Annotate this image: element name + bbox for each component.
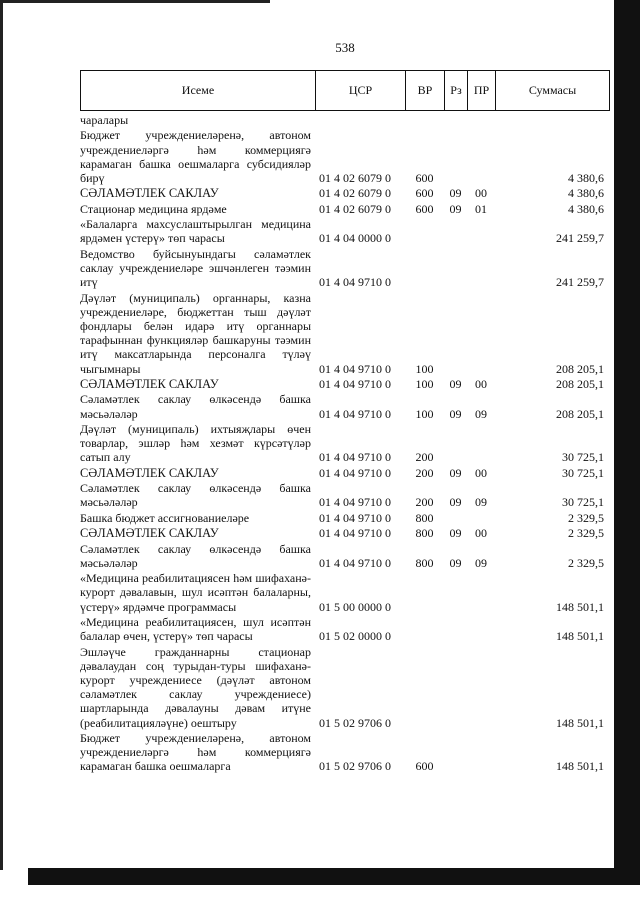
cell-vr: 200 (415, 450, 434, 465)
table-row (80, 466, 610, 480)
table-row (80, 247, 610, 290)
table-row (80, 422, 610, 465)
cell-sum: 148 501,1 (556, 715, 604, 730)
cell-csr: 01 4 04 9710 0 (319, 406, 391, 421)
scan-border-bottom (28, 868, 640, 885)
cell-csr: 01 4 04 0000 0 (319, 231, 391, 246)
header-pr: ПР (468, 71, 496, 110)
header-sum: Суммасы (528, 83, 577, 97)
cell-name: Стационар медицина ярдәме (80, 201, 227, 216)
cell-pr: 09 (475, 555, 487, 570)
cell-csr: 01 4 04 9710 0 (319, 495, 391, 510)
table-row (80, 113, 610, 127)
cell-rz: 09 (449, 526, 462, 541)
cell-csr: 01 4 04 9710 0 (319, 526, 391, 541)
header-rz: Рз (445, 71, 468, 110)
cell-csr: 01 4 04 9710 0 (319, 465, 391, 480)
cell-pr: 00 (475, 465, 487, 480)
cell-name: Ведомство буйсынуындагы сәламәтлек саклау учреждениеләре эшчәнлеген тәэмин итү (80, 246, 311, 290)
table-row (80, 481, 610, 509)
cell-name: СӘЛАМӘТЛЕК САКЛАУ (80, 465, 219, 480)
table-row (80, 217, 610, 245)
cell-name: СӘЛАМӘТЛЕК САКЛАУ (80, 186, 219, 201)
cell-vr: 600 (415, 759, 434, 774)
cell-name: Сәламәтлек саклау өлкәсендә башка мәсьәләләр (80, 481, 311, 510)
cell-vr: 100 (415, 361, 434, 376)
cell-name: Дәүләт (муниципаль) ихтыяҗлары өчен товарлар, эшләр һәм хезмәт күрсәтүләр сатып алу (80, 421, 311, 465)
cell-name: СӘЛАМӘТЛЕК САКЛАУ (80, 526, 219, 541)
cell-csr: 01 4 04 9710 0 (319, 555, 391, 570)
cell-sum: 241 259,7 (556, 231, 604, 246)
cell-vr: 800 (415, 510, 434, 525)
table-row (80, 615, 610, 643)
cell-sum: 2 329,5 (568, 526, 604, 541)
header-vr: ВР (406, 71, 445, 110)
cell-name: Бюджет учреждениеләренә, автоном учреждениеләргә һәм коммерциягә карамаган башка оешмаларга (80, 730, 311, 774)
cell-sum: 208 205,1 (556, 361, 604, 376)
cell-sum: 208 205,1 (556, 376, 604, 391)
cell-sum: 4 380,6 (568, 171, 604, 185)
cell-sum: 4 380,6 (568, 186, 604, 201)
table-row (80, 731, 610, 774)
cell-pr: 00 (475, 526, 487, 541)
cell-vr: 600 (415, 186, 434, 201)
cell-pr: 09 (475, 406, 487, 421)
table-row (80, 645, 610, 730)
cell-pr: 00 (475, 186, 487, 201)
cell-sum: 241 259,7 (556, 275, 604, 290)
cell-csr: 01 5 02 9706 0 (319, 759, 391, 774)
cell-name: Башка бюджет ассигнованиеләре (80, 510, 250, 525)
cell-name: Дәүләт (муниципаль) органнары, казна учреждениеләре, бюджеттан тыш дәүләт фондлары белән идарә итү органнары тарафыннан функцияләр башкаруны тәэмин итү максатларында персоналга түләү чыгымнары (80, 290, 311, 376)
table-row (80, 202, 610, 216)
table-row (80, 511, 610, 525)
cell-rz: 09 (449, 186, 462, 201)
cell-vr: 100 (415, 406, 434, 421)
cell-sum: 148 501,1 (556, 629, 604, 644)
header-name: Исеме (81, 71, 316, 110)
cell-csr: 01 4 02 6079 0 (319, 186, 391, 201)
cell-csr: 01 4 04 9710 0 (319, 510, 391, 525)
table-row (80, 526, 610, 540)
cell-sum: 148 501,1 (556, 759, 604, 774)
cell-rz: 09 (449, 406, 462, 421)
budget-table (80, 70, 610, 775)
cell-vr: 600 (415, 171, 434, 185)
cell-rz: 09 (449, 465, 462, 480)
cell-csr: 01 4 04 9710 0 (319, 450, 391, 465)
cell-name: Бюджет учреждениеләренә, автоном учреждениеләргә һәм коммерциягә карамаган башка оешмаларга субсидияләр бирү (80, 128, 311, 185)
cell-pr: 01 (475, 201, 487, 216)
cell-sum: 30 725,1 (562, 450, 604, 465)
cell-sum: 2 329,5 (568, 555, 604, 570)
cell-name: Эшләүче гражданнарны стационар дәвалаудан соң турыдан-туры шифаханә-курорт учреждениесе (дәүләт автоном сәламәтлек саклау учреждениесе) шартларында дәвалауны дәвам итүне (реабилитацияләүне) оештыру (80, 644, 311, 730)
cell-csr: 01 4 04 9710 0 (319, 376, 391, 391)
scan-border-right (614, 0, 640, 885)
cell-rz: 09 (449, 495, 462, 510)
cell-sum: 208 205,1 (556, 406, 604, 421)
cell-vr: 200 (415, 465, 434, 480)
cell-name: Сәламәтлек саклау өлкәсендә башка мәсьәләләр (80, 541, 311, 570)
cell-rz: 09 (449, 376, 462, 391)
cell-csr: 01 5 00 0000 0 (319, 599, 391, 614)
cell-csr: 01 4 04 9710 0 (319, 275, 391, 290)
cell-csr: 01 4 04 9710 0 (319, 361, 391, 376)
cell-csr: 01 4 02 6079 0 (319, 201, 391, 216)
cell-pr: 09 (475, 495, 487, 510)
cell-vr: 100 (415, 376, 434, 391)
cell-rz: 09 (449, 555, 462, 570)
table-row (80, 392, 610, 420)
cell-name: «Балаларга махсуслаштырылган медицина ярдәмен үстерү» төп чарасы (80, 217, 311, 246)
table-row (80, 377, 610, 391)
cell-sum: 2 329,5 (568, 510, 604, 525)
table-row (80, 542, 610, 570)
table-row (80, 571, 610, 614)
cell-rz: 09 (449, 201, 462, 216)
page-number: 538 (335, 40, 355, 55)
table-row (80, 291, 610, 376)
cell-sum: 4 380,6 (568, 201, 604, 216)
cell-vr: 800 (415, 526, 434, 541)
scan-border-left (0, 0, 3, 870)
cell-name: СӘЛАМӘТЛЕК САКЛАУ (80, 376, 219, 391)
cell-vr: 800 (415, 555, 434, 570)
cell-csr: 01 5 02 0000 0 (319, 629, 391, 644)
table-body (80, 113, 610, 774)
cell-name: Сәламәтлек саклау өлкәсендә башка мәсьәләләр (80, 392, 311, 421)
cell-pr: 00 (475, 376, 487, 391)
cell-name: «Медицина реабилитациясен, шул исәптән балалар өчен, үстерү» төп чарасы (80, 614, 311, 644)
cell-vr: 600 (415, 201, 434, 216)
cell-vr: 200 (415, 495, 434, 510)
cell-sum: 30 725,1 (562, 465, 604, 480)
table-row (80, 186, 610, 200)
cell-name: чаралары (80, 113, 129, 127)
cell-csr: 01 4 02 6079 0 (319, 171, 391, 185)
cell-sum: 148 501,1 (556, 599, 604, 614)
cell-sum: 30 725,1 (562, 495, 604, 510)
cell-csr: 01 5 02 9706 0 (319, 715, 391, 730)
header-csr: ЦСР (316, 71, 406, 110)
cell-name: «Медицина реабилитациясен һәм шифаханә-курорт дәвалавын, шул исәптән балаларны, үстерү» ярдәмче программасы (80, 571, 311, 614)
table-header (80, 70, 610, 111)
scan-border-top (0, 0, 270, 3)
table-row (80, 128, 610, 185)
